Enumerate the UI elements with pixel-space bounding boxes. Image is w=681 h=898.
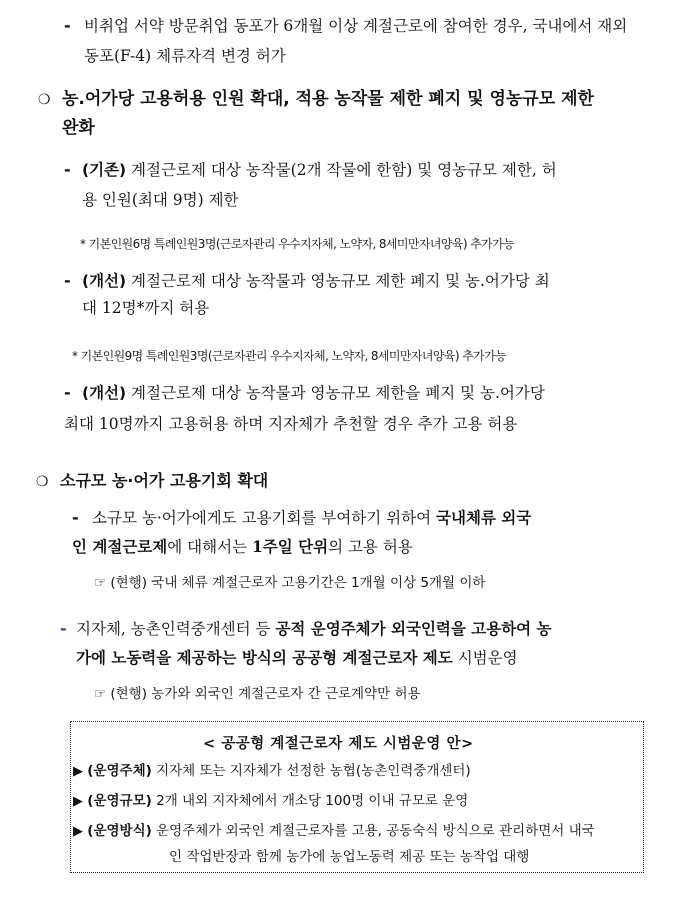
section2-title: 소규모 농·어가 고용기회 확대: [60, 471, 269, 490]
s1-item3-text: 계절근로제 대상 농작물과 영농규모 제한을 폐지 및 농.어가당: [126, 384, 545, 402]
s2-item2-emph-a: 공적 운영주체가 외국인력을 고용하여 농: [275, 619, 552, 638]
s2-item2-emph-b: 가에 노동력을 제공하는 방식의 공공형 계절근로자 제도: [76, 648, 453, 667]
s1-item2-text: 계절근로제 대상 농작물과 영농규모 제한 폐지 및 농.어가당 최: [126, 272, 550, 290]
triangle-right-icon: ▶: [73, 764, 83, 779]
s2-item2-text-b: 시범운영: [452, 649, 518, 667]
section2-bullet-icon: ❍: [36, 474, 49, 490]
s2-item1-emph-c: 1주일 단위: [251, 537, 329, 556]
pilot-box-title: < 공공형 계절근로자 제도 시범운영 안>: [203, 736, 474, 752]
pilot-row-3-line-2: 인 작업반장과 함께 농가에 농업노동력 제공 또는 농작업 대행: [169, 849, 530, 865]
pilot-row-1: [73, 761, 471, 782]
s1-note-2: * 기본인원9명 특례인원3명(근로자관리 우수지자체, 노약자, 8세미만자녀양육) 추가가능: [72, 349, 507, 363]
s1-item2-line-2: 대 12명*까지 허용: [82, 299, 210, 317]
s1-item2-label: (개선): [82, 272, 127, 290]
pilot-row-3-label: (운영방식): [87, 823, 152, 839]
s2-item2-line-1: [76, 619, 552, 639]
pilot-row-2-text: 2개 내외 지자체에서 개소당 100명 이내 규모로 운영: [151, 793, 469, 809]
pilot-row-3-text: 운영주체가 외국인 계절근로자를 고용, 공동숙식 방식으로 관리하면서 내국: [151, 823, 595, 839]
s1-item1-line-1: [82, 160, 557, 180]
s1-item3-line-2: 최대 10명까지 고용허용 하며 지자체가 추천할 경우 추가 고용 허용: [64, 415, 518, 433]
s2-note-1: ☞ (현행) 국내 체류 계절근로자 고용기간은 1개월 이상 5개월 이하: [94, 575, 486, 591]
s2-note-2: ☞ (현행) 농가와 외국인 계절근로자 간 근로계약만 허용: [94, 686, 421, 702]
triangle-right-icon: ▶: [73, 824, 83, 839]
pilot-row-2: [73, 791, 468, 812]
s1-item3-line-1: [82, 383, 545, 403]
s1-item1-label: (기존): [82, 161, 127, 179]
intro-line-1: 비취업 서약 방문취업 동포가 6개월 이상 계절근로에 참여한 경우, 국내에서 재외: [84, 17, 628, 35]
pilot-row-1-label: (운영주체): [87, 763, 152, 779]
s2-item1-emph-b: 인 계절근로제: [72, 537, 168, 556]
s1-item3-dash: -: [64, 383, 71, 402]
pilot-scheme-box: [70, 721, 644, 873]
pilot-row-3: [73, 821, 595, 842]
s1-item3-label: (개선): [82, 384, 127, 402]
s2-item1-line-2: [72, 537, 413, 557]
triangle-right-icon: ▶: [73, 794, 83, 809]
s2-item2-text-a: 지자체, 농촌인력중개센터 등: [76, 620, 276, 638]
pilot-row-2-label: (운영규모): [87, 793, 152, 809]
section1-title-line-1: 농.어가당 고용허용 인원 확대, 적용 농작물 제한 폐지 및 영농규모 제한: [62, 89, 594, 109]
s1-note-1: * 기본인원6명 특례인원3명(근로자관리 우수지자체, 노약자, 8세미만자녀양육) 추가가능: [80, 237, 515, 251]
pilot-row-1-text: 지자체 또는 지자체가 선정한 농협(농촌인력중개센터): [151, 763, 471, 779]
s2-item2-line-2: [76, 648, 518, 668]
intro-line-2: 동포(F-4) 체류자격 변경 허가: [84, 47, 286, 65]
s1-item1-dash: -: [64, 160, 71, 179]
s2-item1-line-1: [92, 508, 531, 528]
section1-title-line-2: 완화: [62, 118, 95, 138]
s2-item2-dash: -: [60, 619, 67, 638]
section1-bullet-icon: ❍: [38, 92, 51, 108]
s2-item1-text-b: 에 대해서는: [167, 538, 252, 556]
s2-item1-text-c: 의 고용 허용: [328, 538, 413, 556]
s1-item1-text: 계절근로제 대상 농작물(2개 작물에 한함) 및 영농규모 제한, 허: [126, 161, 557, 179]
intro-dash: -: [64, 16, 71, 35]
s1-item1-line-2: 용 인원(최대 9명) 제한: [82, 191, 239, 209]
s2-item1-emph-a: 국내체류 외국: [436, 508, 532, 527]
s2-item1-dash: -: [72, 508, 79, 527]
s2-item1-text-a: 소규모 농·어가에게도 고용기회를 부여하기 위하여: [92, 509, 436, 527]
s1-item2-line-1: [82, 271, 550, 291]
s1-item2-dash: -: [64, 271, 71, 290]
